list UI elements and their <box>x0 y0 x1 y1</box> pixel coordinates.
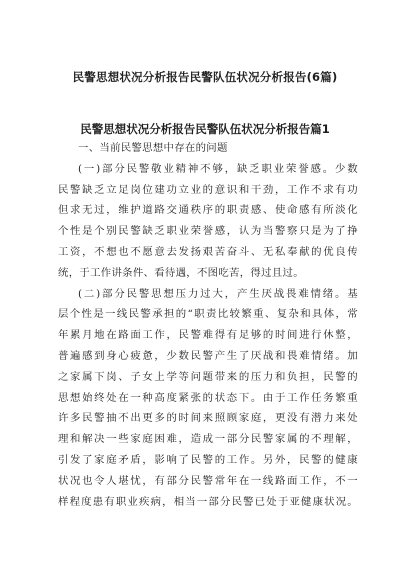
paragraph-line: 引发了家庭矛盾，影响了民警的工作。另外，民警的健康 <box>58 453 358 466</box>
paragraph-line: (一)部分民警敬业精神不够，缺乏职业荣誉感。少数 <box>78 162 358 175</box>
paragraph-line: 之家属下岗、子女上学等问题带来的压力和负担，民警的 <box>58 370 358 383</box>
paragraph-line: 思想始终处在一种高度紧张的状态下。由于工作任务繁重 <box>58 391 358 404</box>
paragraph-line: 个性是个别民警缺乏职业荣誉感，认为当警察只是为了挣 <box>58 225 358 238</box>
paragraph-line: (二)部分民警思想压力过大，产生厌战畏难情绪。基 <box>78 287 358 300</box>
section-title: 民警思想状况分析报告民警队伍状况分析报告篇1 <box>80 122 330 136</box>
paragraph-line: 样程度患有职业疾病，相当一部分民警已处于亚健康状况。 <box>58 495 358 508</box>
paragraph-line: 但求无过，维护道路交通秩序的职责感、使命感有所淡化 <box>58 204 358 217</box>
paragraph-line: 工资，不想也不愿意去发扬艰苦奋斗、无私奉献的优良传 <box>58 245 358 258</box>
paragraph-line: 年累月地在路面工作，民警难得有足够的时间进行休整， <box>58 329 358 342</box>
paragraph-line: 普遍感到身心疲惫，少数民警产生了厌战和畏难情绪。加 <box>58 349 358 362</box>
paragraph-line: 状况也令人堪忧，有部分民警常年在一线路面工作，不一 <box>58 474 358 487</box>
heading-current-problems: 一、当前民警思想中存在的问题 <box>78 142 228 154</box>
paragraph-line: 理和解决一些家庭困难，造成一部分民警家属的不理解， <box>58 433 358 446</box>
paragraph-line: 许多民警抽不出更多的时间来照顾家庭，更没有潜力来处 <box>58 412 358 425</box>
document-body <box>58 138 358 512</box>
paragraph-line: 层个性是一线民警承担的“职责比较繁重、复杂和具体，常 <box>58 308 358 321</box>
document-title: 民警思想状况分析报告民警队伍状况分析报告(6篇) <box>72 70 338 84</box>
paragraph-line: 民警缺乏立足岗位建功立业的意识和干劲，工作不求有功 <box>58 183 358 196</box>
paragraph-line: 统，于工作讲条件、看待遇，不图吃苦，得过且过。 <box>58 266 304 279</box>
